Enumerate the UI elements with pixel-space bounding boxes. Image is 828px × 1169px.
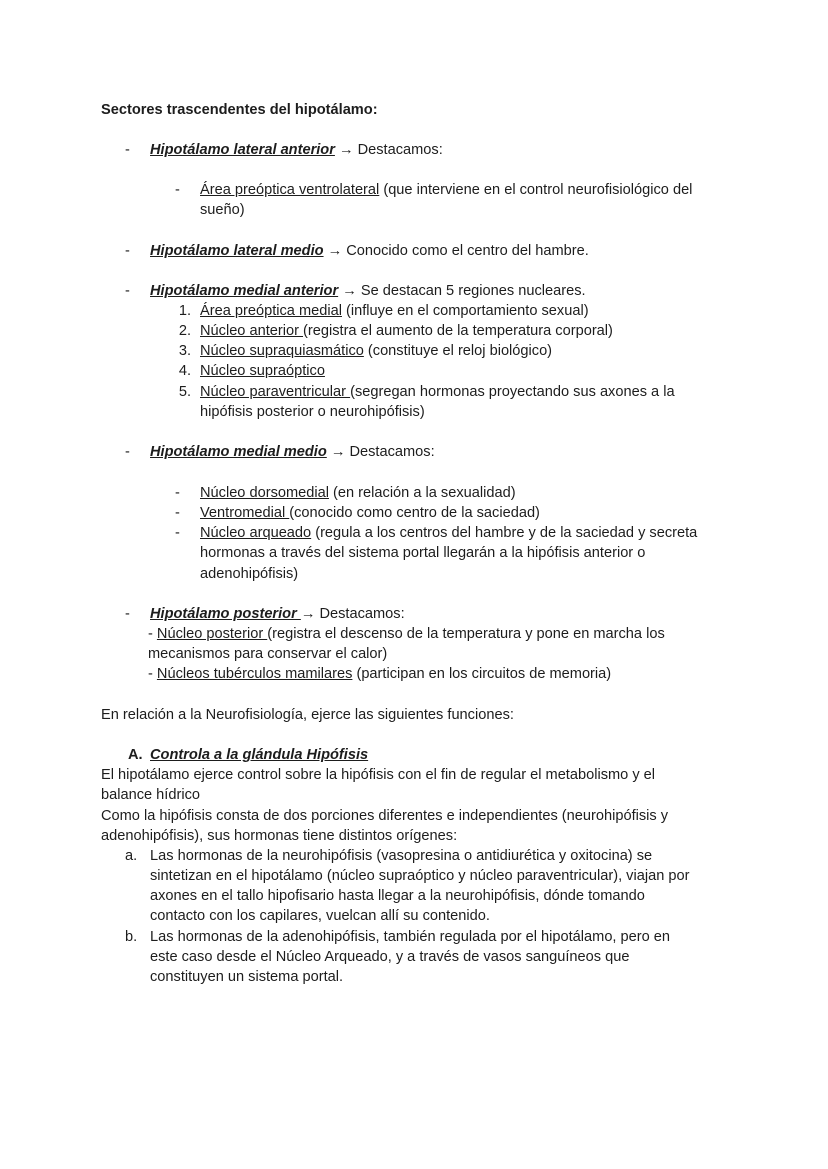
page-title: Sectores trascendentes del hipotálamo: xyxy=(101,102,378,118)
sub-item xyxy=(200,180,692,200)
sector-name: Hipotálamo lateral medio xyxy=(150,243,324,259)
nucleus-desc: (que interviene en el control neurofisiológico del xyxy=(379,182,693,198)
sector-suffix: → Destacamos: xyxy=(326,444,435,460)
bullet-dash: - xyxy=(125,444,130,460)
sector-name: Hipotálamo medial anterior xyxy=(150,283,339,299)
nucleus-desc: (regula a los centros del hambre y de la saciedad y secreta xyxy=(311,525,698,541)
nucleus-desc: (influye en el comportamiento sexual) xyxy=(341,303,589,319)
bullet-dash: - xyxy=(175,182,180,198)
list-item-b: este caso desde el Núcleo Arqueado, y a través de vasos sanguíneos que xyxy=(150,949,630,965)
bullet-dash: - xyxy=(175,485,180,501)
paragraph-line: balance hídrico xyxy=(101,787,200,803)
sector-suffix: → Destacamos: xyxy=(334,142,443,158)
nucleus-desc: (registra el descenso de la temperatura y pone en marcha los xyxy=(267,626,665,642)
nucleus-link: Núcleo supraquiasmático xyxy=(200,343,364,359)
paragraph-line: adenohipófisis), sus hormonas tiene distintos orígenes: xyxy=(101,828,458,844)
list-item xyxy=(200,361,325,381)
list-item-a: Las hormonas de la neurohipófisis (vasopresina o antidiurética y oxitocina) se xyxy=(150,848,653,864)
nucleus-link: Núcleos tubérculos mamilares xyxy=(156,666,353,682)
list-item xyxy=(200,321,613,341)
nucleus-link: Área preóptica ventrolateral xyxy=(200,182,380,198)
list-item-continuation: hipófisis posterior o neurohipófisis) xyxy=(200,404,425,420)
nucleus-link: Núcleo supraóptico xyxy=(200,363,325,379)
list-item-b: Las hormonas de la adenohipófisis, también regulada por el hipotálamo, pero en xyxy=(150,929,671,945)
list-item xyxy=(200,382,675,402)
sector-lateral-medio xyxy=(150,241,589,261)
list-item-continuation: adenohipófisis) xyxy=(200,566,299,582)
list-number: 5. xyxy=(178,384,191,400)
list-item xyxy=(200,483,516,503)
sector-suffix: → Conocido como el centro del hambre. xyxy=(323,243,589,259)
posterior-item-continuation: mecanismos para conservar el calor) xyxy=(148,646,388,662)
sector-posterior xyxy=(150,604,405,624)
sector-suffix: → Destacamos: xyxy=(300,606,405,622)
nucleus-desc: (constituye el reloj biológico) xyxy=(363,343,553,359)
nucleus-desc: (registra el aumento de la temperatura corporal) xyxy=(303,323,613,339)
sector-medial-medio xyxy=(150,442,435,462)
bullet-dash: - xyxy=(125,243,130,259)
section-letter: A. xyxy=(128,747,143,763)
nucleus-link: Núcleo dorsomedial xyxy=(200,485,329,501)
sector-suffix: → Se destacan 5 regiones nucleares. xyxy=(338,283,586,299)
list-item-a: sintetizan en el hipotálamo (núcleo supraóptico y núcleo paraventricular), viajan por xyxy=(150,868,690,884)
sector-medial-anterior xyxy=(150,281,586,301)
list-item xyxy=(200,523,697,543)
list-item-a: contacto con los capilares, vuelcan allí su contenido. xyxy=(150,908,490,924)
section-heading: Controla a la glándula Hipófisis xyxy=(150,747,369,763)
nucleus-link: Núcleo posterior xyxy=(156,626,268,642)
nucleus-link: Núcleo paraventricular xyxy=(200,384,351,400)
list-letter: b. xyxy=(125,929,138,945)
sector-name: Hipotálamo medial medio xyxy=(150,444,327,460)
sector-name: Hipotálamo lateral anterior xyxy=(150,142,335,158)
list-item-b: constituyen un sistema portal. xyxy=(150,969,344,985)
list-item-continuation: hormonas a través del sistema portal llegarán a la hipófisis anterior o xyxy=(200,545,646,561)
nucleus-link: Núcleo arqueado xyxy=(200,525,312,541)
bullet-dash: - xyxy=(125,283,130,299)
nucleus-link: Área preóptica medial xyxy=(200,303,342,319)
nucleus-link: Ventromedial xyxy=(200,505,290,521)
paragraph-line: Como la hipófisis consta de dos porciones diferentes e independientes (neurohipófisis y xyxy=(101,808,669,824)
list-item xyxy=(200,503,540,523)
functions-intro: En relación a la Neurofisiología, ejerce las siguientes funciones: xyxy=(101,707,514,723)
list-item xyxy=(200,341,552,361)
item-prefix: - xyxy=(148,666,157,682)
list-item-a: axones en el tallo hipofisario hasta llegar a la neurohipófisis, dónde tomando xyxy=(150,888,645,904)
list-letter: a. xyxy=(125,848,138,864)
sub-item-continuation: sueño) xyxy=(200,202,245,218)
sector-lateral-anterior xyxy=(150,140,443,160)
posterior-item xyxy=(148,624,665,644)
nucleus-desc: (conocido como centro de la saciedad) xyxy=(289,505,540,521)
list-item xyxy=(200,301,589,321)
list-number: 1. xyxy=(178,303,191,319)
posterior-item xyxy=(148,664,611,684)
bullet-dash: - xyxy=(175,505,180,521)
bullet-dash: - xyxy=(175,525,180,541)
bullet-dash: - xyxy=(125,606,130,622)
nucleus-link: Núcleo anterior xyxy=(200,323,304,339)
nucleus-desc: (segregan hormonas proyectando sus axones a la xyxy=(350,384,675,400)
paragraph-line: El hipotálamo ejerce control sobre la hipófisis con el fin de regular el metabolismo y el xyxy=(101,767,656,783)
list-number: 2. xyxy=(178,323,191,339)
list-number: 3. xyxy=(178,343,191,359)
item-prefix: - xyxy=(148,626,157,642)
nucleus-desc: (participan en los circuitos de memoria) xyxy=(352,666,612,682)
nucleus-desc: (en relación a la sexualidad) xyxy=(328,485,516,501)
bullet-dash: - xyxy=(125,142,130,158)
list-number: 4. xyxy=(178,363,191,379)
sector-name: Hipotálamo posterior xyxy=(150,606,301,622)
